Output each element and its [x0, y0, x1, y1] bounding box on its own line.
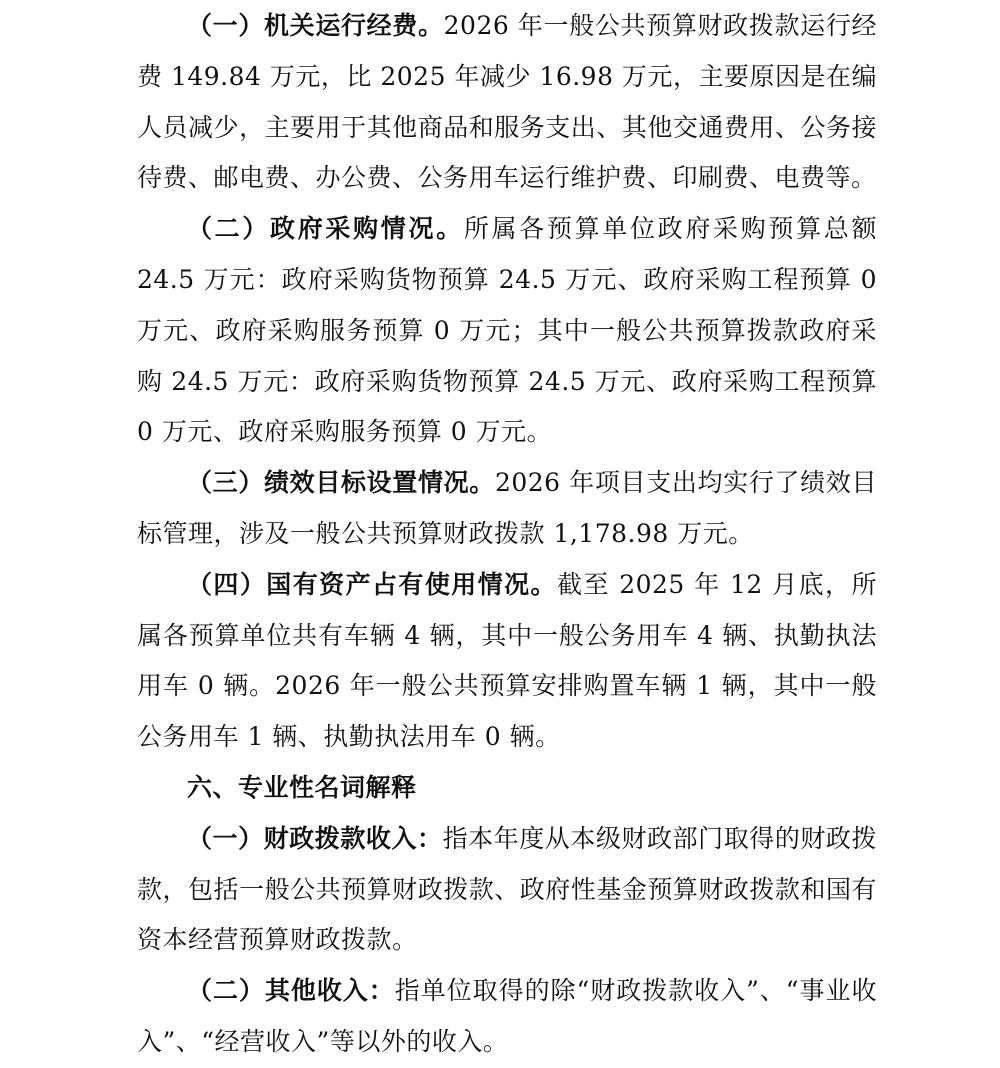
- paragraph-operating-expenses: [137, 1, 877, 204]
- section-heading: 六、专业性名词解释: [187, 772, 417, 802]
- paragraph-text: 2026 年一般公共预算财政拨款运行经费 149.84 万元，比 2025 年减少 16.98 万元，主要原因是在编人员减少，主要用于其他商品和服务支出、其他交通费用、公务接待费、邮电费、办公费、公务用车运行维护费、印刷费、电费等。: [137, 11, 877, 193]
- paragraph-text: 截至 2025 年 12 月底，所属各预算单位共有车辆 4 辆，其中一般公务用车 4 辆、执勤执法用车 0 辆。2026 年一般公共预算安排购置车辆 1 辆，其中一般公务用车 1 辆、执勤执法用车 0 辆。: [137, 569, 877, 752]
- paragraph-lead: （一）机关运行经费。: [187, 11, 444, 40]
- paragraph-lead: （二）政府采购情况。: [187, 214, 464, 244]
- definition-other-income: [137, 966, 877, 1068]
- definition-fiscal-appropriation: [137, 814, 877, 966]
- paragraph-text: 所属各预算单位政府采购预算总额 24.5 万元：政府采购货物预算 24.5 万元、政府采购工程预算 0 万元、政府采购服务预算 0 万元；其中一般公共预算拨款政府采购 24.5 万元：政府采购货物预算 24.5 万元、政府采购工程预算 0 万元、政府采购服务预算 0 万元。: [137, 214, 877, 447]
- definition-term: （二）其他收入：: [187, 976, 395, 1006]
- paragraph-government-procurement: [137, 204, 877, 458]
- definition-text: 指单位取得的除“财政拨款收入”、“事业收入”、“经营收入”等以外的收入。: [137, 976, 877, 1056]
- paragraph-text: 2026 年项目支出均实行了绩效目标管理，涉及一般公共预算财政拨款 1,178.98 万元。: [137, 468, 877, 548]
- definition-term: （一）财政拨款收入：: [187, 823, 443, 853]
- paragraph-state-assets: [137, 560, 877, 763]
- definition-text: 指本年度从本级财政部门取得的财政拨款，包括一般公共预算财政拨款、政府性基金预算财政拨款和国有资本经营预算财政拨款。: [137, 823, 877, 955]
- paragraph-performance-targets: [137, 458, 877, 560]
- document-page: [137, 1, 877, 1068]
- paragraph-lead: （四）国有资产占有使用情况。: [187, 569, 557, 599]
- paragraph-lead: （三）绩效目标设置情况。: [187, 468, 495, 498]
